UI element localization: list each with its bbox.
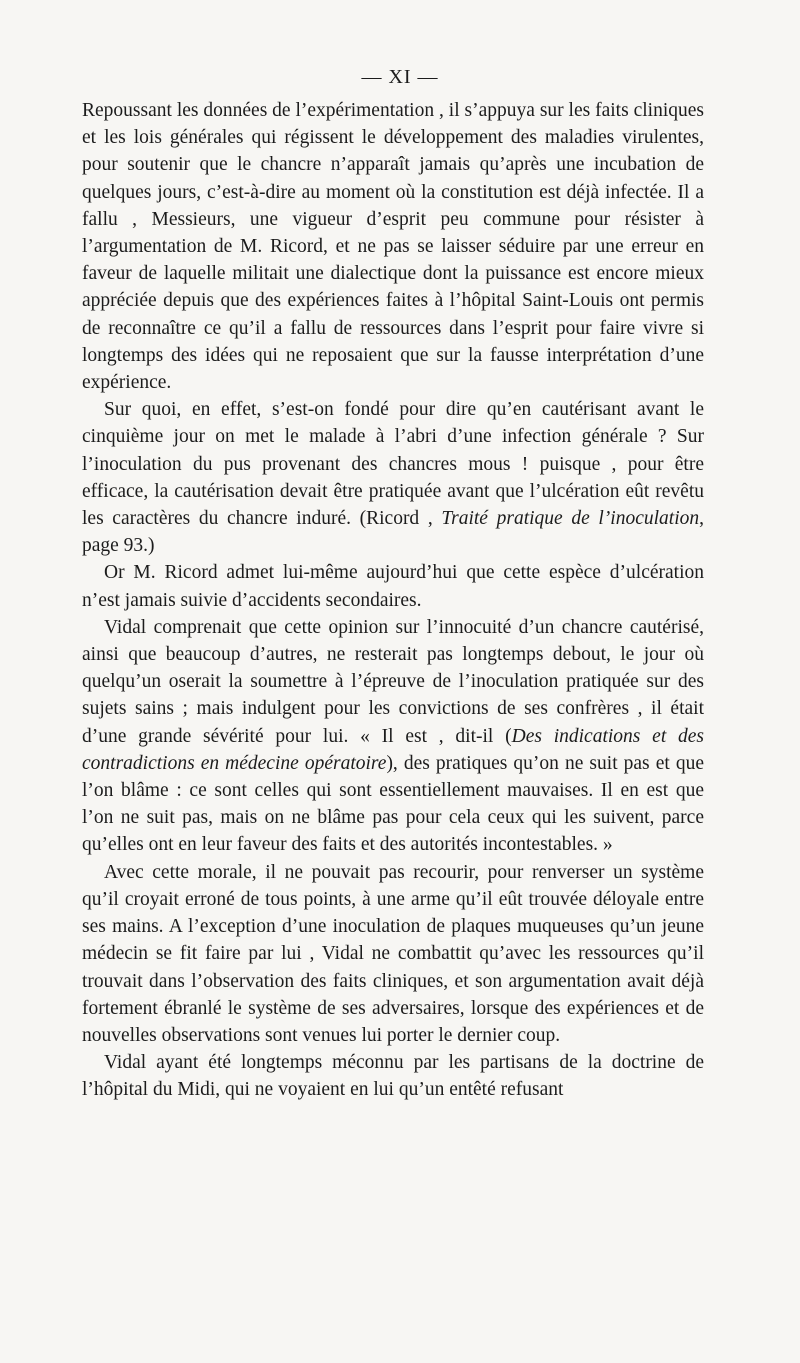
page-number-header: — XI —	[361, 66, 439, 88]
paragraph-2-text-before: Sur quoi, en effet, s’est-on fondé pour dire qu’en cautérisant avant le cinquième jour on met le malade à l’abri d’une infection générale ? Sur l’inoculation du pus provenant des chancres mous ! puisque , pour être efficace, la cautérisation devait être pratiquée avant que l’ulcération eût revêtu les caractères du chancre induré. (Ricord ,	[82, 399, 704, 530]
body-text	[82, 97, 704, 1104]
paragraph-2-text-after: , page 93.)	[82, 508, 704, 557]
book-title-traite-pratique: Traité pratique de l’inoculation	[441, 508, 700, 530]
paragraph-1: Repoussant les données de l’expérimentation , il s’appuya sur les faits cliniques et les lois générales qui régissent le développement des maladies virulentes, pour soutenir que le chancre n’apparaît jamais qu’après une incubation de quelques jours, c’est-à-dire au moment où la constitution est déjà infectée. Il a fallu , Messieurs, une vigueur d’esprit peu commune pour résister à l’argumentation de M. Ricord, et ne pas se laisser séduire par une erreur en faveur de laquelle militait une dialectique dont la puissance est encore mieux appréciée depuis que des expériences faites à l’hôpital Saint-Louis ont permis de reconnaître ce qu’il a fallu de ressources dans l’esprit pour faire vivre si longtemps des idées qui ne reposaient que sur la fausse interprétation d’une expérience.	[82, 100, 704, 394]
paragraph-4-text-after: ), des pratiques qu’on ne suit pas et que l’on blâme : ce sont celles qui sont essentiellement mauvaises. Il en est que l’on ne suit pas, mais on ne blâme pas pour cela ceux qui les suivent, parce qu’elles ont en leur faveur des faits et des autorités incontestables. »	[82, 752, 704, 856]
paragraph-2	[82, 396, 704, 559]
paragraph-4	[82, 614, 704, 859]
paragraph-6: Vidal ayant été longtemps méconnu par les partisans de la doctrine de l’hôpital du Midi, qui ne voyaient en lui qu’un entêté refusant	[82, 1052, 704, 1101]
paragraph-4-text-before: Vidal comprenait que cette opinion sur l’innocuité d’un chancre cautérisé, ainsi que beaucoup d’autres, ne resterait pas longtemps debout, le jour où quelqu’un oserait la soumettre à l’épreuve de l’inoculation pratiquée sur des sujets sains ; mais indulgent pour les convictions de ses confrères , il était d’une grande sévérité pour lui. « Il est , dit-il (	[82, 616, 704, 747]
book-title-des-indications: Des indications et des contradictions en médecine opératoire	[82, 725, 704, 774]
paragraph-5: Avec cette morale, il ne pouvait pas recourir, pour renverser un système qu’il croyait erroné de tous points, à une arme qu’il eût trouvée déloyale entre ses mains. A l’exception d’une inoculation de plaques muqueuses qu’un jeune médecin se fit faire par lui , Vidal ne combattit qu’avec les ressources qu’il trouvait dans l’observation des faits cliniques, et son argumentation avait déjà fortement ébranlé le système de ses adversaires, lorsque des expériences et de nouvelles observations sont venues lui porter le dernier coup.	[82, 861, 704, 1046]
paragraph-3: Or M. Ricord admet lui-même aujourd’hui que cette espèce d’ulcération n’est jamais suivie d’accidents secondaires.	[82, 562, 704, 611]
